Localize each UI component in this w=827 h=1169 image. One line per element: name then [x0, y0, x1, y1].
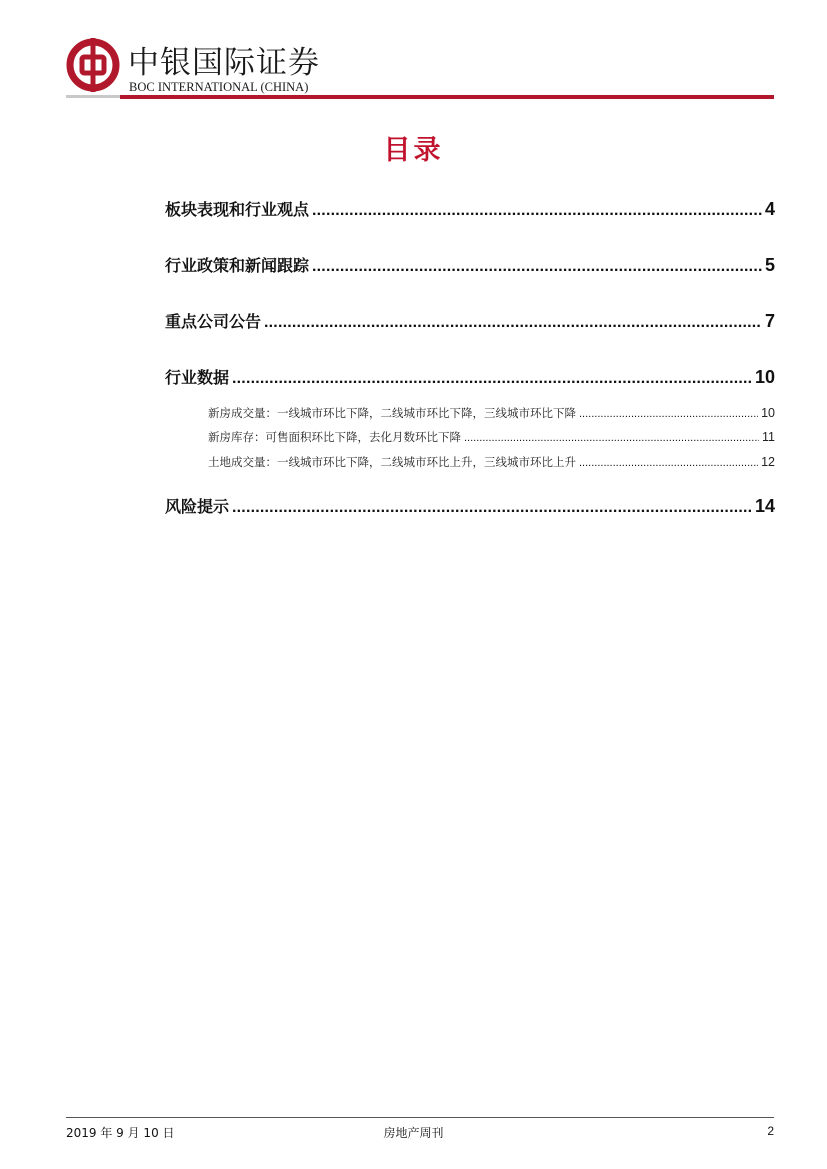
footer-publication: 房地产周刊: [383, 1126, 444, 1140]
toc-subentry-label[interactable]: 土地成交量：一线城市环比下降，二线城市环比上升，三线城市环比上升: [208, 455, 576, 469]
toc-entry[interactable]: [165, 309, 775, 332]
toc-subentry-label[interactable]: 新房库存：可售面积环比下降，去化月数环比下降: [208, 430, 461, 444]
toc-entry-page[interactable]: 10: [754, 367, 775, 387]
toc-entry-page[interactable]: 4: [764, 199, 775, 219]
header-rule-red: [120, 95, 774, 99]
toc-subentry-page[interactable]: 12: [761, 455, 775, 469]
toc-leader-dots: [579, 457, 758, 469]
toc-subentry-label[interactable]: 新房成交量：一线城市环比下降，二线城市环比下降，三线城市环比下降: [208, 406, 576, 420]
toc-leader-dots: [579, 408, 758, 420]
toc-leader-dots: [312, 202, 762, 220]
toc-leader-dots: [264, 314, 762, 332]
toc-entry-page[interactable]: 7: [764, 311, 775, 331]
toc-entry-label[interactable]: 板块表现和行业观点: [165, 200, 310, 219]
toc-subentry-page[interactable]: 11: [762, 430, 775, 444]
toc-subentry[interactable]: [208, 429, 775, 445]
toc-entry[interactable]: [165, 253, 775, 276]
toc-subentry[interactable]: [208, 405, 775, 421]
toc-entry-label[interactable]: 行业数据: [165, 368, 230, 387]
page-header: [66, 36, 774, 102]
toc-subentry-page[interactable]: 10: [761, 406, 775, 420]
toc-entry[interactable]: [165, 197, 775, 220]
toc-leader-dots: [232, 370, 752, 388]
toc-leader-dots: [232, 499, 752, 517]
toc-entry-label[interactable]: 风险提示: [165, 497, 230, 516]
toc-entry-label[interactable]: 行业政策和新闻跟踪: [165, 256, 310, 275]
toc-entry[interactable]: [165, 494, 775, 517]
toc-entry-page[interactable]: 5: [764, 255, 775, 275]
toc-subentry[interactable]: [208, 454, 775, 470]
boc-logo-icon: [66, 38, 120, 92]
footer-date: 2019 年 9 月 10 日: [66, 1126, 175, 1140]
footer-rule: [66, 1117, 774, 1118]
toc-leader-dots: [312, 258, 762, 276]
toc-leader-dots: [464, 432, 759, 444]
toc-title: 目录: [383, 135, 444, 166]
footer-page-number: 2: [767, 1124, 774, 1138]
brand-name-cn: 中银国际证券: [128, 45, 320, 81]
toc-entry-page[interactable]: 14: [754, 496, 775, 516]
brand-name-en: BOC INTERNATIONAL (CHINA): [129, 80, 309, 94]
toc-entry-label[interactable]: 重点公司公告: [165, 312, 262, 331]
toc-entry[interactable]: [165, 365, 775, 388]
